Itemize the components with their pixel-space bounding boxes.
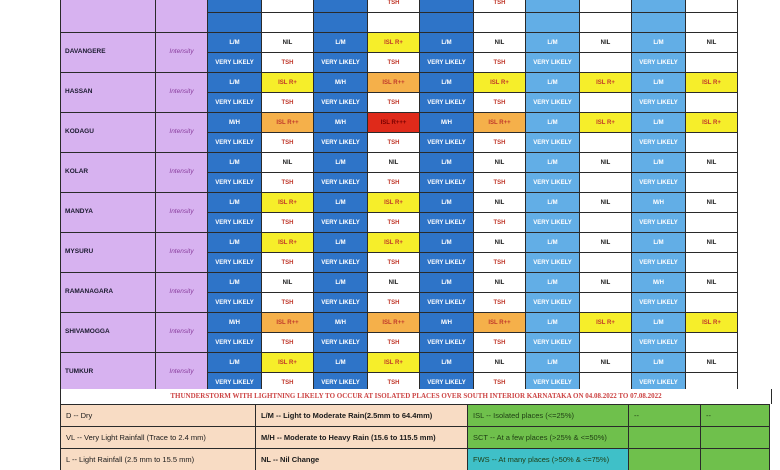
likelihood-cell: TSH <box>474 133 526 153</box>
likelihood-cell: VERY LIKELY <box>314 253 368 273</box>
forecast-cell: L/M <box>314 273 368 293</box>
forecast-cell: M/H <box>314 313 368 333</box>
forecast-cell: M/H <box>314 73 368 93</box>
likelihood-cell <box>580 213 632 233</box>
likelihood-cell: VERY LIKELY <box>420 173 474 193</box>
forecast-cell: L/M <box>208 353 262 373</box>
likelihood-cell: VERY LIKELY <box>526 293 580 313</box>
forecast-cell: NIL <box>686 153 738 173</box>
likelihood-cell: VERY LIKELY <box>526 333 580 353</box>
likelihood-cell: VERY LIKELY <box>314 173 368 193</box>
likelihood-cell: VERY LIKELY <box>208 133 262 153</box>
table-row <box>61 33 738 53</box>
forecast-cell: L/M <box>420 33 474 53</box>
likelihood-cell <box>686 53 738 73</box>
likelihood-cell: TSH <box>474 213 526 233</box>
legend-cell <box>701 449 770 470</box>
forecast-cell: NIL <box>580 193 632 213</box>
forecast-cell: M/H <box>314 113 368 133</box>
parameter-label: Intensity <box>156 313 208 353</box>
forecast-cell: L/M <box>208 273 262 293</box>
forecast-cell: M/H <box>632 193 686 213</box>
likelihood-cell: VERY LIKELY <box>314 333 368 353</box>
likelihood-cell: TSH <box>474 373 526 393</box>
likelihood-cell: TSH <box>262 373 314 393</box>
forecast-cell: L/M <box>526 273 580 293</box>
likelihood-cell: TSH <box>262 173 314 193</box>
legend-cell: ISL -- Isolated places (<=25%) <box>468 405 629 427</box>
legend-table <box>60 404 770 470</box>
likelihood-cell <box>580 333 632 353</box>
likelihood-cell <box>368 13 420 33</box>
district-name: RAMANAGARA <box>61 273 156 313</box>
forecast-cell <box>208 0 262 13</box>
forecast-cell <box>314 0 368 13</box>
likelihood-cell: VERY LIKELY <box>420 373 474 393</box>
likelihood-cell: TSH <box>368 253 420 273</box>
likelihood-cell: TSH <box>262 53 314 73</box>
forecast-cell: L/M <box>208 193 262 213</box>
table-row <box>61 353 738 373</box>
likelihood-cell <box>262 13 314 33</box>
forecast-cell: ISL R+ <box>262 233 314 253</box>
likelihood-cell: VERY LIKELY <box>420 293 474 313</box>
forecast-cell: L/M <box>314 233 368 253</box>
forecast-cell: L/M <box>314 353 368 373</box>
likelihood-cell: TSH <box>368 93 420 113</box>
likelihood-cell: TSH <box>368 213 420 233</box>
legend-cell: FWS -- At many places (>50% & <=75%) <box>468 449 629 470</box>
likelihood-cell: TSH <box>474 53 526 73</box>
likelihood-cell: TSH <box>368 373 420 393</box>
district-name: DAVANGERE <box>61 33 156 73</box>
forecast-cell <box>580 0 632 13</box>
likelihood-cell: VERY LIKELY <box>208 253 262 273</box>
forecast-cell: NIL <box>474 193 526 213</box>
forecast-cell: L/M <box>208 73 262 93</box>
likelihood-cell: VERY LIKELY <box>632 173 686 193</box>
forecast-cell: M/H <box>632 273 686 293</box>
likelihood-cell: VERY LIKELY <box>208 173 262 193</box>
legend-row <box>61 449 770 470</box>
likelihood-cell: VERY LIKELY <box>632 373 686 393</box>
likelihood-cell <box>686 173 738 193</box>
district-name: KOLAR <box>61 153 156 193</box>
table-row <box>61 0 738 13</box>
legend-row <box>61 405 770 427</box>
likelihood-cell: TSH <box>262 253 314 273</box>
likelihood-cell: TSH <box>474 173 526 193</box>
forecast-cell: ISL R+ <box>686 313 738 333</box>
likelihood-cell: TSH <box>262 333 314 353</box>
forecast-cell: M/H <box>420 113 474 133</box>
forecast-cell: ISL R+++ <box>368 113 420 133</box>
forecast-cell: NIL <box>580 233 632 253</box>
table-row <box>61 233 738 253</box>
likelihood-cell: VERY LIKELY <box>314 53 368 73</box>
forecast-cell: NIL <box>474 153 526 173</box>
forecast-cell: M/H <box>208 313 262 333</box>
forecast-cell: L/M <box>632 153 686 173</box>
district-forecast-table <box>60 0 738 393</box>
forecast-cell: L/M <box>208 153 262 173</box>
legend-cell: VL -- Very Light Rainfall (Trace to 2.4 mm) <box>61 427 256 449</box>
district-name: SHIVAMOGGA <box>61 313 156 353</box>
likelihood-cell: VERY LIKELY <box>314 293 368 313</box>
forecast-cell: ISL R+ <box>686 73 738 93</box>
likelihood-cell <box>580 173 632 193</box>
forecast-cell <box>686 0 738 13</box>
likelihood-cell: TSH <box>368 293 420 313</box>
table-row <box>61 73 738 93</box>
forecast-cell: L/M <box>632 113 686 133</box>
likelihood-cell: VERY LIKELY <box>420 93 474 113</box>
likelihood-cell: VERY LIKELY <box>208 93 262 113</box>
forecast-cell: L/M <box>526 193 580 213</box>
likelihood-cell: VERY LIKELY <box>526 253 580 273</box>
parameter-label: Intensity <box>156 353 208 393</box>
forecast-cell: ISL R+ <box>368 233 420 253</box>
likelihood-cell: TSH <box>474 293 526 313</box>
parameter-label <box>156 0 208 33</box>
likelihood-cell <box>580 93 632 113</box>
forecast-cell: NIL <box>474 353 526 373</box>
likelihood-cell: TSH <box>368 173 420 193</box>
likelihood-cell: VERY LIKELY <box>314 213 368 233</box>
forecast-cell: NIL <box>580 273 632 293</box>
forecast-cell: L/M <box>420 273 474 293</box>
likelihood-cell: VERY LIKELY <box>526 373 580 393</box>
forecast-cell: M/H <box>420 313 474 333</box>
likelihood-cell: VERY LIKELY <box>632 293 686 313</box>
forecast-cell: NIL <box>686 353 738 373</box>
likelihood-cell <box>314 13 368 33</box>
table-row <box>61 313 738 333</box>
legend-cell: NL -- Nil Change <box>256 449 468 470</box>
forecast-cell: ISL R+ <box>474 73 526 93</box>
parameter-label: Intensity <box>156 73 208 113</box>
legend-cell: -- <box>629 405 701 427</box>
likelihood-cell: VERY LIKELY <box>208 213 262 233</box>
forecast-cell: NIL <box>262 153 314 173</box>
likelihood-cell <box>686 253 738 273</box>
legend-cell: D -- Dry <box>61 405 256 427</box>
forecast-cell: ISL R+ <box>580 73 632 93</box>
forecast-cell: L/M <box>526 33 580 53</box>
forecast-cell: NIL <box>580 153 632 173</box>
forecast-cell: L/M <box>208 33 262 53</box>
likelihood-cell: VERY LIKELY <box>632 133 686 153</box>
forecast-cell: ISL R+ <box>686 113 738 133</box>
likelihood-cell <box>686 213 738 233</box>
likelihood-cell: VERY LIKELY <box>526 173 580 193</box>
forecast-cell: TSH <box>368 0 420 13</box>
table-body <box>61 0 738 393</box>
forecast-cell: L/M <box>420 153 474 173</box>
likelihood-cell: VERY LIKELY <box>208 293 262 313</box>
table-row <box>61 113 738 133</box>
forecast-cell: L/M <box>420 193 474 213</box>
likelihood-cell <box>686 133 738 153</box>
likelihood-cell: VERY LIKELY <box>314 93 368 113</box>
forecast-cell: ISL R++ <box>474 113 526 133</box>
likelihood-cell: TSH <box>262 213 314 233</box>
forecast-cell <box>632 0 686 13</box>
forecast-cell: NIL <box>686 193 738 213</box>
district-name: TUMKUR <box>61 353 156 393</box>
legend-cell <box>701 427 770 449</box>
table-row <box>61 193 738 213</box>
likelihood-cell <box>580 133 632 153</box>
parameter-label: Intensity <box>156 233 208 273</box>
forecast-cell: ISL R++ <box>368 313 420 333</box>
likelihood-cell: VERY LIKELY <box>632 253 686 273</box>
forecast-cell: ISL R+ <box>368 353 420 373</box>
likelihood-cell <box>580 53 632 73</box>
likelihood-cell: VERY LIKELY <box>208 53 262 73</box>
forecast-cell: NIL <box>368 153 420 173</box>
forecast-cell: L/M <box>632 33 686 53</box>
forecast-cell: NIL <box>262 273 314 293</box>
forecast-cell <box>420 0 474 13</box>
legend-cell: -- <box>701 405 770 427</box>
legend-cell <box>629 449 701 470</box>
forecast-cell: L/M <box>632 353 686 373</box>
legend-body <box>61 405 770 470</box>
likelihood-cell: VERY LIKELY <box>314 373 368 393</box>
forecast-cell: L/M <box>632 233 686 253</box>
forecast-cell: L/M <box>314 33 368 53</box>
forecast-cell <box>526 0 580 13</box>
district-name: HASSAN <box>61 73 156 113</box>
legend-cell <box>629 427 701 449</box>
legend-row <box>61 427 770 449</box>
forecast-cell: NIL <box>580 33 632 53</box>
forecast-cell: L/M <box>314 193 368 213</box>
forecast-cell: ISL R++ <box>474 313 526 333</box>
likelihood-cell <box>208 13 262 33</box>
forecast-cell: L/M <box>420 233 474 253</box>
forecast-cell: L/M <box>526 313 580 333</box>
forecast-cell <box>262 0 314 13</box>
likelihood-cell: VERY LIKELY <box>632 213 686 233</box>
forecast-cell: ISL R+ <box>262 193 314 213</box>
likelihood-cell: VERY LIKELY <box>420 133 474 153</box>
district-name: MYSURU <box>61 233 156 273</box>
forecast-cell: M/H <box>208 113 262 133</box>
likelihood-cell: VERY LIKELY <box>632 333 686 353</box>
likelihood-cell: TSH <box>368 133 420 153</box>
likelihood-cell: VERY LIKELY <box>526 213 580 233</box>
likelihood-cell: TSH <box>262 293 314 313</box>
likelihood-cell <box>686 293 738 313</box>
likelihood-cell: VERY LIKELY <box>420 253 474 273</box>
forecast-cell: ISL R+ <box>262 73 314 93</box>
table-row <box>61 153 738 173</box>
forecast-cell: NIL <box>686 273 738 293</box>
thunderstorm-banner: THUNDERSTORM WITH LIGHTNING LIKELY TO OCCUR AT ISOLATED PLACES OVER SOUTH INTERIOR KARNATAKA ON 04.08.2022 TO 07.08.2022 <box>60 389 772 404</box>
likelihood-cell: TSH <box>474 333 526 353</box>
forecast-cell: ISL R+ <box>580 113 632 133</box>
parameter-label: Intensity <box>156 273 208 313</box>
likelihood-cell: VERY LIKELY <box>526 93 580 113</box>
district-name <box>61 0 156 33</box>
likelihood-cell: TSH <box>368 333 420 353</box>
likelihood-cell: VERY LIKELY <box>632 53 686 73</box>
likelihood-cell: VERY LIKELY <box>526 53 580 73</box>
likelihood-cell <box>526 13 580 33</box>
likelihood-cell <box>580 293 632 313</box>
likelihood-cell: VERY LIKELY <box>420 213 474 233</box>
forecast-cell: L/M <box>208 233 262 253</box>
likelihood-cell: VERY LIKELY <box>420 333 474 353</box>
forecast-cell: NIL <box>474 273 526 293</box>
likelihood-cell <box>686 13 738 33</box>
likelihood-cell <box>632 13 686 33</box>
forecast-cell: L/M <box>526 153 580 173</box>
table-row <box>61 273 738 293</box>
forecast-cell: ISL R+ <box>262 353 314 373</box>
likelihood-cell: VERY LIKELY <box>632 93 686 113</box>
forecast-cell: ISL R+ <box>580 313 632 333</box>
forecast-cell: L/M <box>632 73 686 93</box>
forecast-cell: ISL R++ <box>262 113 314 133</box>
forecast-cell: L/M <box>526 353 580 373</box>
forecast-cell: L/M <box>420 73 474 93</box>
parameter-label: Intensity <box>156 193 208 233</box>
likelihood-cell: TSH <box>262 133 314 153</box>
legend-cell: L -- Light Rainfall (2.5 mm to 15.5 mm) <box>61 449 256 470</box>
forecast-cell: ISL R+ <box>368 33 420 53</box>
forecast-cell: NIL <box>686 33 738 53</box>
district-name: KODAGU <box>61 113 156 153</box>
likelihood-cell: VERY LIKELY <box>420 53 474 73</box>
likelihood-cell <box>420 13 474 33</box>
forecast-cell: L/M <box>632 313 686 333</box>
likelihood-cell: VERY LIKELY <box>208 373 262 393</box>
district-name: MANDYA <box>61 193 156 233</box>
forecast-cell: NIL <box>580 353 632 373</box>
forecast-cell: NIL <box>262 33 314 53</box>
forecast-cell: NIL <box>474 33 526 53</box>
forecast-cell: L/M <box>526 113 580 133</box>
likelihood-cell: TSH <box>474 93 526 113</box>
parameter-label: Intensity <box>156 113 208 153</box>
likelihood-cell <box>474 13 526 33</box>
legend-cell: M/H -- Moderate to Heavy Rain (15.6 to 115.5 mm) <box>256 427 468 449</box>
legend-cell: SCT -- At a few places (>25% & <=50%) <box>468 427 629 449</box>
legend-cell: L/M -- Light to Moderate Rain(2.5mm to 64.4mm) <box>256 405 468 427</box>
forecast-cell: L/M <box>420 353 474 373</box>
likelihood-cell <box>580 253 632 273</box>
likelihood-cell <box>580 13 632 33</box>
likelihood-cell: VERY LIKELY <box>526 133 580 153</box>
parameter-label: Intensity <box>156 33 208 73</box>
forecast-cell: TSH <box>474 0 526 13</box>
forecast-cell: NIL <box>474 233 526 253</box>
forecast-cell: NIL <box>368 273 420 293</box>
likelihood-cell: VERY LIKELY <box>314 133 368 153</box>
forecast-cell: L/M <box>526 233 580 253</box>
forecast-cell: NIL <box>686 233 738 253</box>
likelihood-cell <box>686 93 738 113</box>
forecast-cell: ISL R+ <box>368 193 420 213</box>
likelihood-cell <box>686 333 738 353</box>
forecast-cell: L/M <box>526 73 580 93</box>
forecast-cell: L/M <box>314 153 368 173</box>
likelihood-cell: TSH <box>474 253 526 273</box>
parameter-label: Intensity <box>156 153 208 193</box>
likelihood-cell: TSH <box>262 93 314 113</box>
forecast-cell: ISL R++ <box>262 313 314 333</box>
likelihood-cell: TSH <box>368 53 420 73</box>
forecast-cell: ISL R++ <box>368 73 420 93</box>
likelihood-cell: VERY LIKELY <box>208 333 262 353</box>
